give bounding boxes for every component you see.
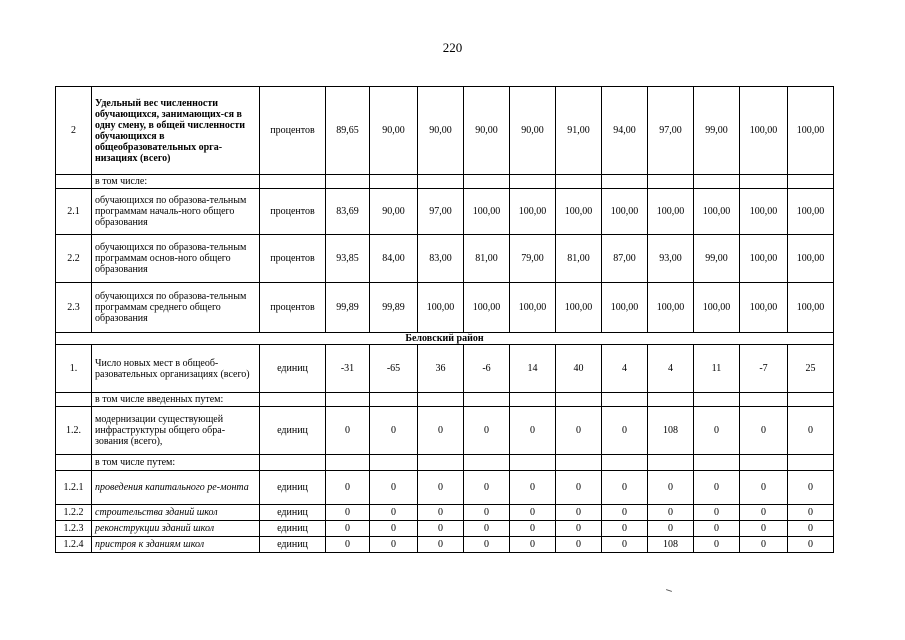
value-cell: 100,00 <box>788 283 834 333</box>
value-cell: 0 <box>788 537 834 553</box>
value-cell: -6 <box>464 345 510 393</box>
row-number: 2 <box>56 87 92 175</box>
value-cell: 83,00 <box>418 235 464 283</box>
value-cell: -31 <box>326 345 370 393</box>
value-cell: 100,00 <box>556 189 602 235</box>
value-cell: 83,69 <box>326 189 370 235</box>
value-cell: 25 <box>788 345 834 393</box>
value-cell: 14 <box>510 345 556 393</box>
row-number: 1. <box>56 345 92 393</box>
row-number <box>56 175 92 189</box>
row-number <box>56 393 92 407</box>
row-number: 2.1 <box>56 189 92 235</box>
value-cell: 108 <box>648 537 694 553</box>
value-cell: 0 <box>418 537 464 553</box>
row-description: обучающихся по образова-тельным программам началь-ного общего образования <box>92 189 260 235</box>
value-cell: 100,00 <box>788 235 834 283</box>
value-cell: 0 <box>464 505 510 521</box>
value-cell: 100,00 <box>694 189 740 235</box>
value-cell: 90,00 <box>418 87 464 175</box>
row-unit: единиц <box>260 505 326 521</box>
row-description: обучающихся по образова-тельным программам среднего общего образования <box>92 283 260 333</box>
value-cell: 100,00 <box>740 87 788 175</box>
value-cell: 100,00 <box>602 283 648 333</box>
value-cell: 100,00 <box>740 189 788 235</box>
value-cell: 81,00 <box>464 235 510 283</box>
row-number: 1.2.2 <box>56 505 92 521</box>
value-cell: 90,00 <box>370 189 418 235</box>
value-cell: 0 <box>326 407 370 455</box>
value-cell: 90,00 <box>510 87 556 175</box>
value-cell: 0 <box>788 471 834 505</box>
table-row <box>56 537 834 553</box>
value-cell: 40 <box>556 345 602 393</box>
table-row <box>56 407 834 455</box>
value-cell: 0 <box>648 521 694 537</box>
row-number: 1.2.3 <box>56 521 92 537</box>
value-cell: 0 <box>740 537 788 553</box>
value-cell: 0 <box>418 407 464 455</box>
row-description: Удельный вес численности обучающихся, занимающих-ся в одну смену, в общей численности обучающихся в общеобразовательных орга-низациях (всего) <box>92 87 260 175</box>
value-cell: 0 <box>648 505 694 521</box>
value-cell: 0 <box>326 521 370 537</box>
row-unit: единиц <box>260 345 326 393</box>
row-description: обучающихся по образова-тельным программам основ-ного общего образования <box>92 235 260 283</box>
value-cell: 0 <box>556 505 602 521</box>
row-number: 1.2.1 <box>56 471 92 505</box>
value-cell: 4 <box>602 345 648 393</box>
value-cell: 0 <box>788 407 834 455</box>
table-row <box>56 345 834 393</box>
row-description: реконструкции зданий школ <box>92 521 260 537</box>
value-cell: 100,00 <box>740 283 788 333</box>
value-cell: 0 <box>370 521 418 537</box>
row-unit: единиц <box>260 537 326 553</box>
value-cell: 84,00 <box>370 235 418 283</box>
value-cell: 0 <box>694 407 740 455</box>
row-description: проведения капитального ре-монта <box>92 471 260 505</box>
value-cell: 0 <box>740 521 788 537</box>
value-cell: 0 <box>464 521 510 537</box>
value-cell: 100,00 <box>556 283 602 333</box>
value-cell: 0 <box>510 537 556 553</box>
value-cell: 108 <box>648 407 694 455</box>
value-cell: 79,00 <box>510 235 556 283</box>
value-cell: 0 <box>418 521 464 537</box>
value-cell: 0 <box>602 471 648 505</box>
row-number: 1.2.4 <box>56 537 92 553</box>
value-cell: 99,89 <box>326 283 370 333</box>
value-cell: -7 <box>740 345 788 393</box>
value-cell: 0 <box>788 505 834 521</box>
row-unit: процентов <box>260 283 326 333</box>
value-cell: 0 <box>694 505 740 521</box>
row-unit: единиц <box>260 407 326 455</box>
value-cell: 0 <box>510 521 556 537</box>
subheading-label: в том числе путем: <box>92 455 260 471</box>
value-cell: 87,00 <box>602 235 648 283</box>
value-cell: 0 <box>602 521 648 537</box>
value-cell: 99,00 <box>694 235 740 283</box>
value-cell: 0 <box>740 407 788 455</box>
value-cell: 99,89 <box>370 283 418 333</box>
value-cell: 0 <box>556 407 602 455</box>
page-number: 220 <box>442 40 463 55</box>
value-cell: 100,00 <box>648 189 694 235</box>
value-cell: 0 <box>694 471 740 505</box>
row-description: Число новых мест в общеоб-разовательных организациях (всего) <box>92 345 260 393</box>
table-row <box>56 189 834 235</box>
table-row <box>56 521 834 537</box>
indicators-table <box>55 86 834 553</box>
value-cell: 100,00 <box>694 283 740 333</box>
value-cell: 0 <box>510 407 556 455</box>
value-cell: 0 <box>694 521 740 537</box>
value-cell: 0 <box>326 537 370 553</box>
value-cell: 97,00 <box>648 87 694 175</box>
value-cell: 0 <box>602 505 648 521</box>
table-row <box>56 235 834 283</box>
row-description: модернизации существующей инфраструктуры общего обра-зования (всего), <box>92 407 260 455</box>
value-cell: 0 <box>556 521 602 537</box>
value-cell: 89,65 <box>326 87 370 175</box>
value-cell: 0 <box>740 505 788 521</box>
value-cell: 0 <box>418 505 464 521</box>
value-cell: 100,00 <box>464 189 510 235</box>
value-cell: 90,00 <box>464 87 510 175</box>
value-cell: 0 <box>740 471 788 505</box>
row-description: пристроя к зданиям школ <box>92 537 260 553</box>
table-row <box>56 505 834 521</box>
value-cell: 99,00 <box>694 87 740 175</box>
value-cell: 0 <box>694 537 740 553</box>
region-title: Беловский район <box>56 333 834 345</box>
value-cell: 0 <box>326 505 370 521</box>
row-number: 2.3 <box>56 283 92 333</box>
value-cell: 0 <box>370 407 418 455</box>
value-cell: 81,00 <box>556 235 602 283</box>
row-number: 2.2 <box>56 235 92 283</box>
value-cell: 100,00 <box>788 189 834 235</box>
value-cell: 90,00 <box>370 87 418 175</box>
row-unit: процентов <box>260 235 326 283</box>
row-unit: процентов <box>260 87 326 175</box>
value-cell: 100,00 <box>648 283 694 333</box>
table-row <box>56 471 834 505</box>
value-cell: 0 <box>788 521 834 537</box>
value-cell: 0 <box>510 471 556 505</box>
value-cell: 0 <box>510 505 556 521</box>
value-cell: 0 <box>370 505 418 521</box>
value-cell: 0 <box>370 537 418 553</box>
value-cell: 93,85 <box>326 235 370 283</box>
value-cell: 94,00 <box>602 87 648 175</box>
subheading-label: в том числе: <box>92 175 260 189</box>
value-cell: 100,00 <box>418 283 464 333</box>
value-cell: 0 <box>602 537 648 553</box>
value-cell: 0 <box>464 537 510 553</box>
value-cell: 0 <box>556 471 602 505</box>
value-cell: 0 <box>602 407 648 455</box>
value-cell: 100,00 <box>788 87 834 175</box>
value-cell: 93,00 <box>648 235 694 283</box>
value-cell: 0 <box>326 471 370 505</box>
value-cell: 100,00 <box>510 283 556 333</box>
value-cell: 0 <box>464 471 510 505</box>
value-cell: 0 <box>556 537 602 553</box>
row-number: 1.2. <box>56 407 92 455</box>
value-cell: 97,00 <box>418 189 464 235</box>
scan-speck <box>666 589 672 592</box>
row-number <box>56 455 92 471</box>
value-cell: -65 <box>370 345 418 393</box>
value-cell: 100,00 <box>510 189 556 235</box>
value-cell: 36 <box>418 345 464 393</box>
value-cell: 100,00 <box>602 189 648 235</box>
value-cell: 0 <box>370 471 418 505</box>
row-unit: единиц <box>260 471 326 505</box>
table-row <box>56 175 834 189</box>
value-cell: 0 <box>464 407 510 455</box>
value-cell: 11 <box>694 345 740 393</box>
value-cell: 100,00 <box>464 283 510 333</box>
value-cell: 100,00 <box>740 235 788 283</box>
value-cell: 4 <box>648 345 694 393</box>
subheading-label: в том числе введенных путем: <box>92 393 260 407</box>
table-row <box>56 393 834 407</box>
value-cell: 0 <box>648 471 694 505</box>
value-cell: 0 <box>418 471 464 505</box>
value-cell: 91,00 <box>556 87 602 175</box>
region-header-row <box>56 333 834 345</box>
table-row <box>56 455 834 471</box>
row-unit: единиц <box>260 521 326 537</box>
row-unit: процентов <box>260 189 326 235</box>
table-row <box>56 283 834 333</box>
table-row <box>56 87 834 175</box>
row-description: строительства зданий школ <box>92 505 260 521</box>
